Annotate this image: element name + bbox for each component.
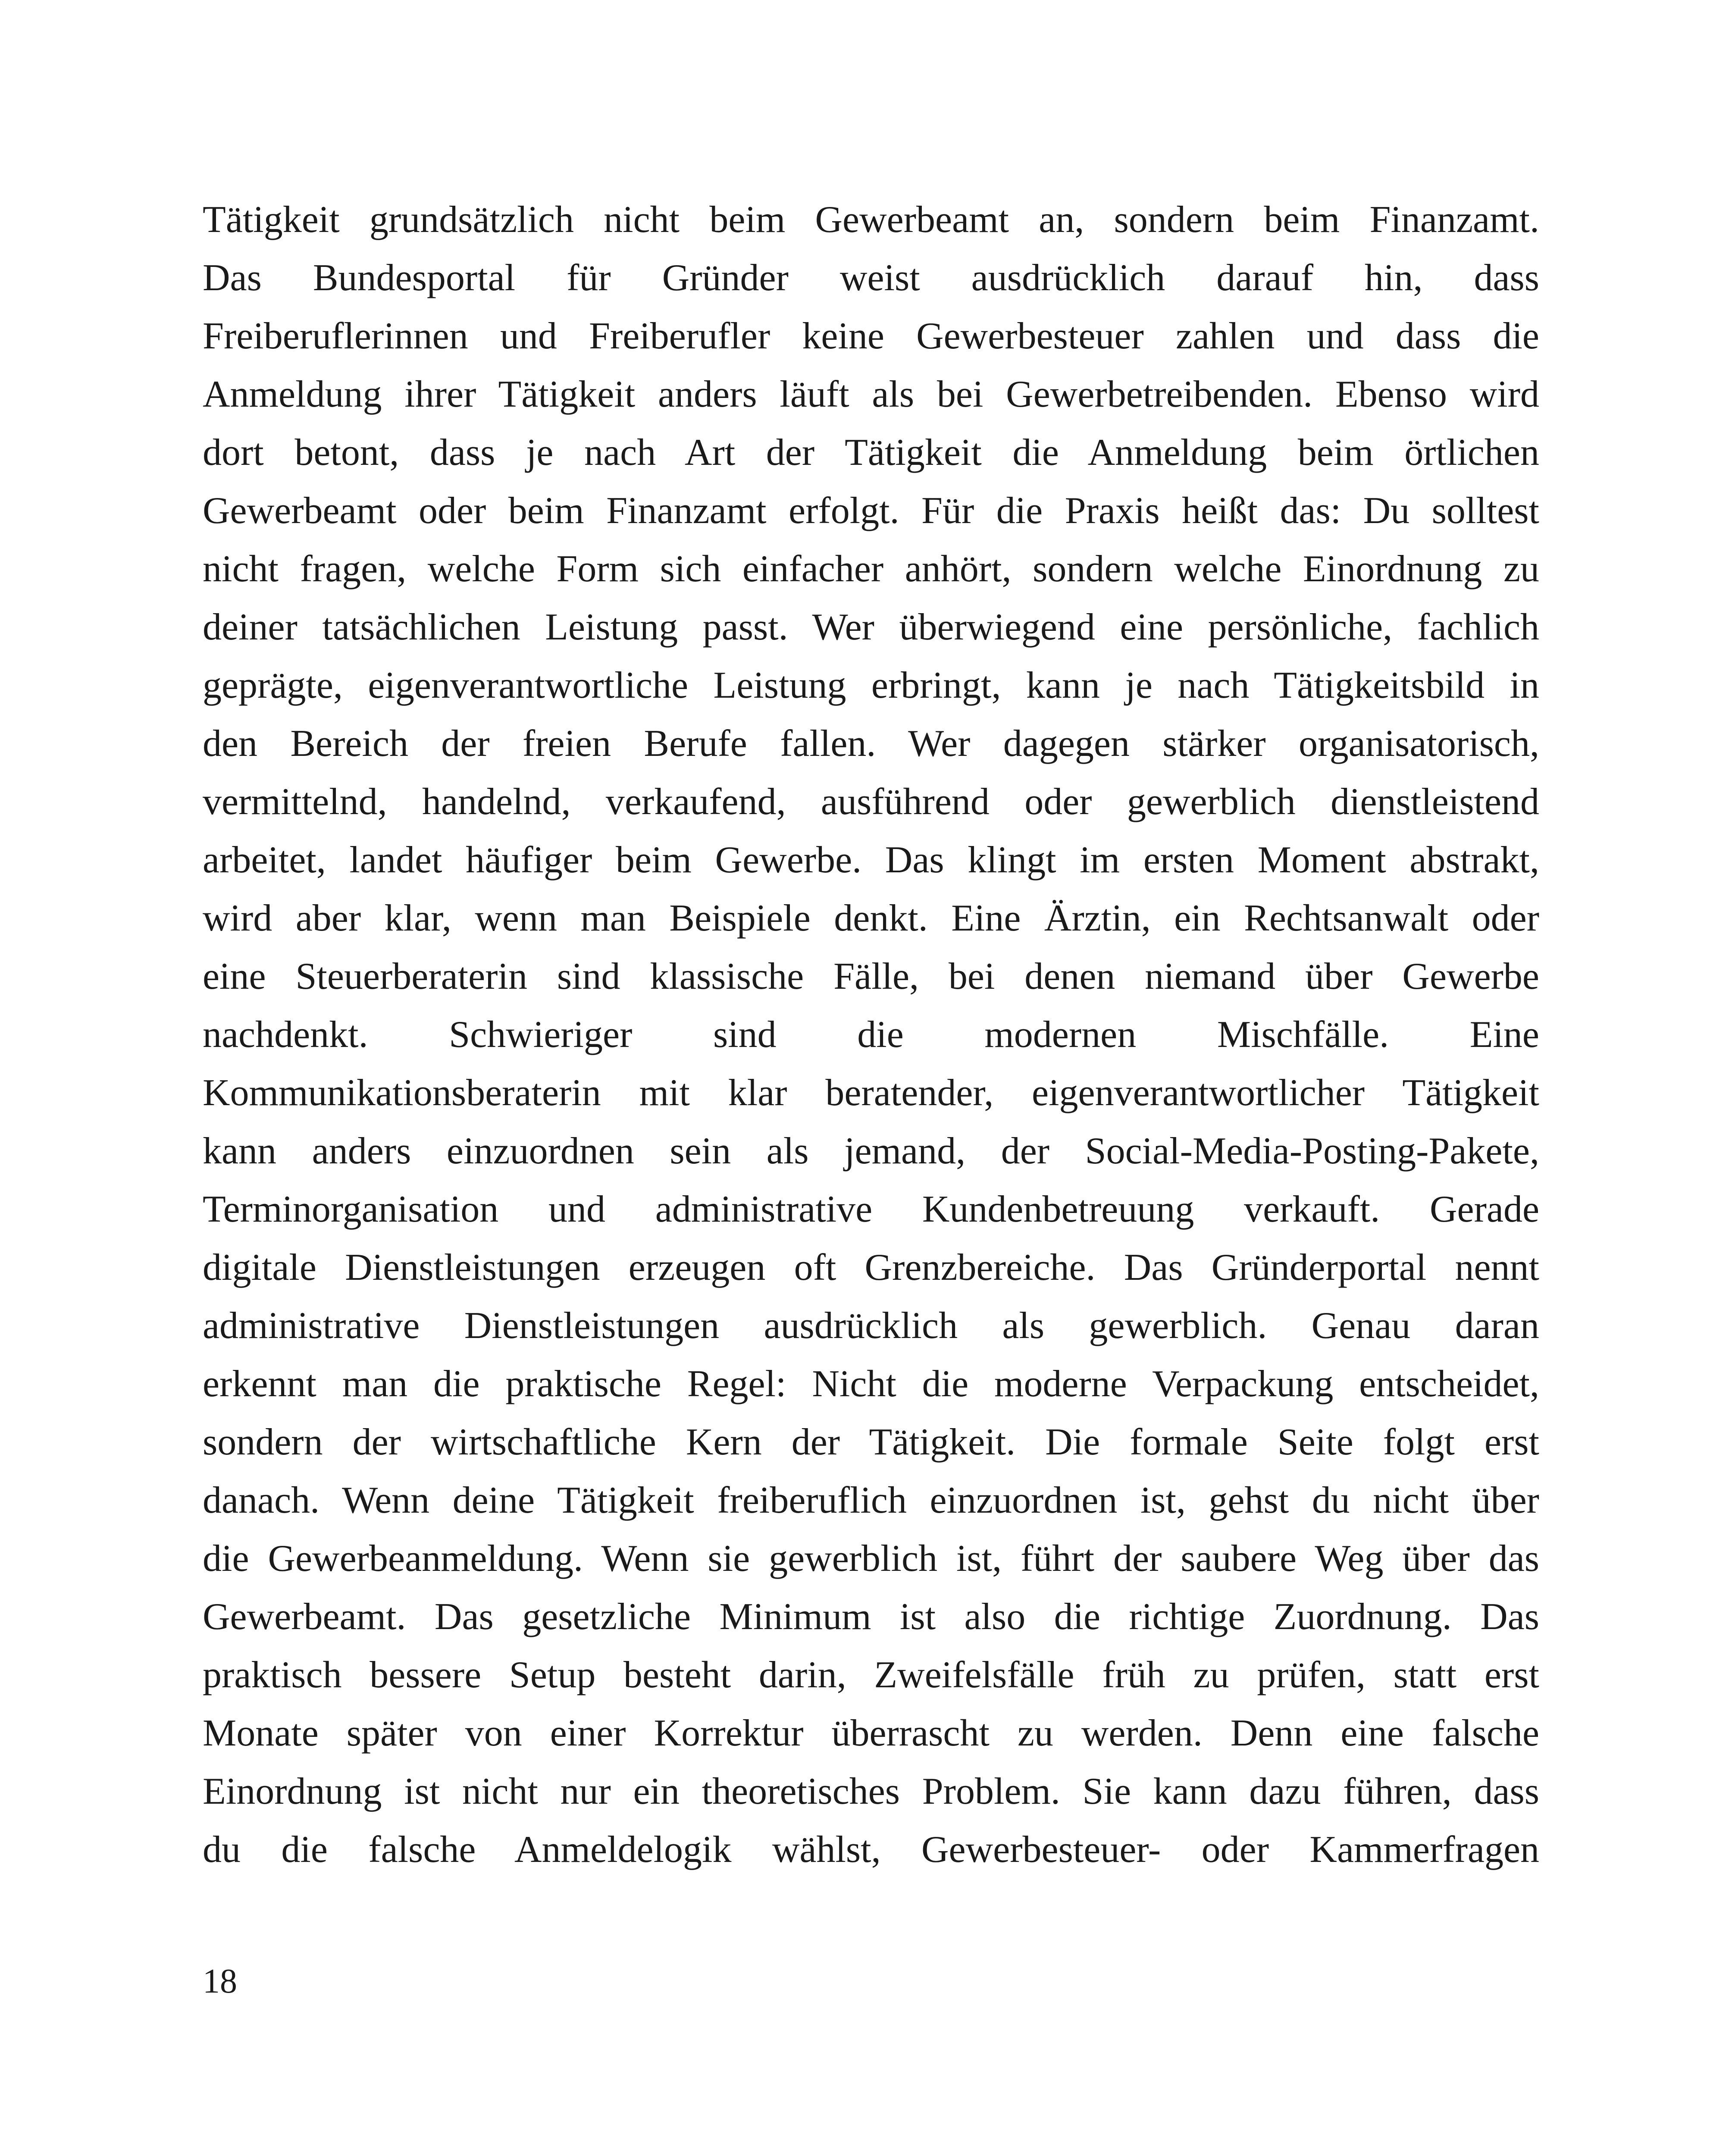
text-line: geprägte, eigenverantwortliche Leistung erbringt, kann je nach Tätigkeitsbild in — [203, 664, 1539, 706]
text-line: erkennt man die praktische Regel: Nicht die moderne Verpackung entscheidet, — [203, 1363, 1539, 1405]
page-number: 18 — [203, 1962, 237, 2000]
text-line: nicht fragen, welche Form sich einfacher anhört, sondern welche Einordnung zu — [203, 548, 1539, 590]
text-line: Gewerbeamt. Das gesetzliche Minimum ist also die richtige Zuordnung. Das — [203, 1596, 1539, 1638]
text-line: eine Steuerberaterin sind klassische Fälle, bei denen niemand über Gewerbe — [203, 956, 1539, 997]
text-line: administrative Dienstleistungen ausdrücklich als gewerblich. Genau daran — [203, 1305, 1539, 1347]
text-line: Einordnung ist nicht nur ein theoretisches Problem. Sie kann dazu führen, dass — [203, 1771, 1539, 1812]
text-line: Kommunikationsberaterin mit klar beratender, eigenverantwortlicher Tätigkeit — [203, 1072, 1539, 1114]
text-line: dort betont, dass je nach Art der Tätigkeit die Anmeldung beim örtlichen — [203, 432, 1539, 473]
text-line: Tätigkeit grundsätzlich nicht beim Gewerbeamt an, sondern beim Finanzamt. — [203, 199, 1539, 241]
text-line: kann anders einzuordnen sein als jemand, der Social-Media-Posting-Pakete, — [203, 1130, 1539, 1172]
text-line: arbeitet, landet häufiger beim Gewerbe. Das klingt im ersten Moment abstrakt, — [203, 839, 1539, 881]
text-line: praktisch bessere Setup besteht darin, Zweifelsfälle früh zu prüfen, statt erst — [203, 1654, 1539, 1696]
body-text — [203, 191, 1539, 1879]
text-line: Monate später von einer Korrektur überrascht zu werden. Denn eine falsche — [203, 1712, 1539, 1754]
text-line: vermittelnd, handelnd, verkaufend, ausführend oder gewerblich dienstleistend — [203, 781, 1539, 823]
text-line: Freiberuflerinnen und Freiberufler keine Gewerbesteuer zahlen und dass die — [203, 315, 1539, 357]
text-line: Anmeldung ihrer Tätigkeit anders läuft als bei Gewerbetreibenden. Ebenso wird — [203, 373, 1539, 415]
text-line: Das Bundesportal für Gründer weist ausdrücklich darauf hin, dass — [203, 257, 1539, 299]
text-line: wird aber klar, wenn man Beispiele denkt. Eine Ärztin, ein Rechtsanwalt oder — [203, 897, 1539, 939]
text-line: Gewerbeamt oder beim Finanzamt erfolgt. Für die Praxis heißt das: Du solltest — [203, 490, 1539, 532]
text-line: nachdenkt. Schwieriger sind die modernen Mischfälle. Eine — [203, 1014, 1539, 1056]
text-line: Terminorganisation und administrative Kundenbetreuung verkauft. Gerade — [203, 1188, 1539, 1230]
text-line: deiner tatsächlichen Leistung passt. Wer überwiegend eine persönliche, fachlich — [203, 606, 1539, 648]
text-line: danach. Wenn deine Tätigkeit freiberuflich einzuordnen ist, gehst du nicht über — [203, 1479, 1539, 1521]
text-line: die Gewerbeanmeldung. Wenn sie gewerblich ist, führt der saubere Weg über das — [203, 1538, 1539, 1579]
text-line: den Bereich der freien Berufe fallen. Wer dagegen stärker organisatorisch, — [203, 723, 1539, 765]
text-line: digitale Dienstleistungen erzeugen oft Grenzbereiche. Das Gründerportal nennt — [203, 1247, 1539, 1288]
text-line: sondern der wirtschaftliche Kern der Tätigkeit. Die formale Seite folgt erst — [203, 1421, 1539, 1463]
text-line: du die falsche Anmeldelogik wählst, Gewerbesteuer- oder Kammerfragen — [203, 1829, 1539, 1871]
